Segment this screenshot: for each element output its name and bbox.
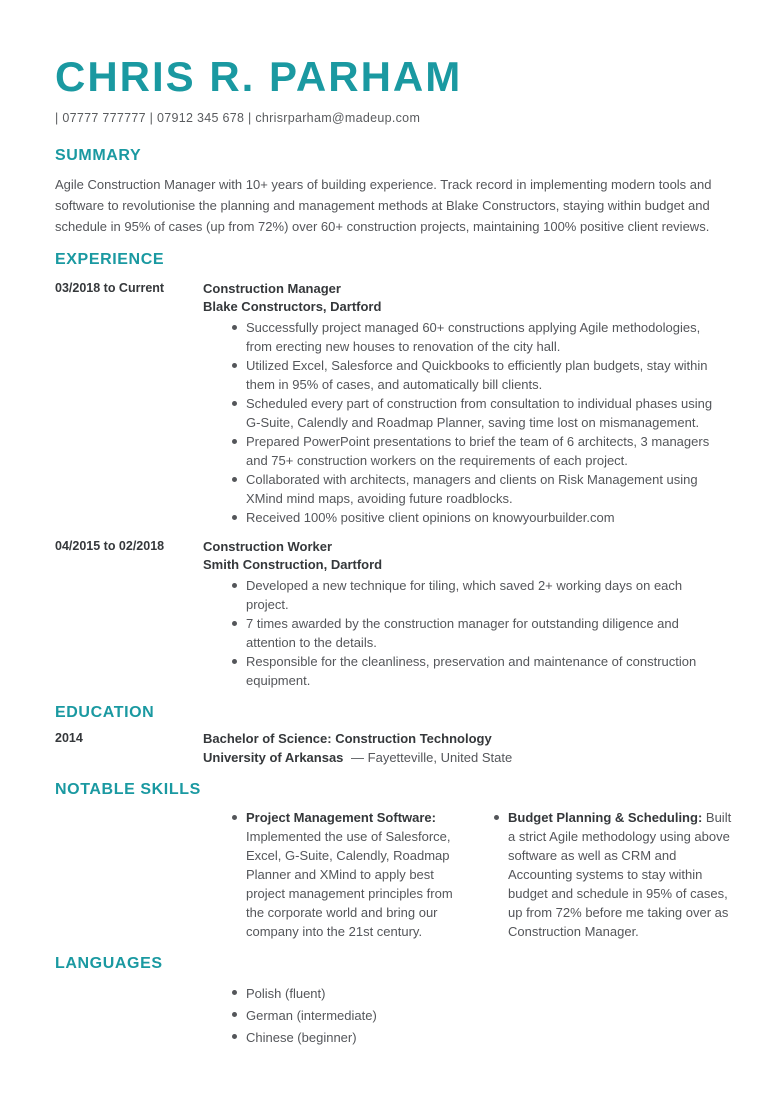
job-dates: 04/2015 to 02/2018 <box>55 539 165 553</box>
job-bullet: Prepared PowerPoint presentations to brief the team of 6 architects, 3 managers and 75+ construction workers on the requirements of each project. <box>231 432 725 470</box>
job-title: Construction Worker <box>203 539 333 554</box>
section-heading-languages: LANGUAGES <box>55 955 163 972</box>
experience-job-2 <box>55 538 725 690</box>
job-bullet: Scheduled every part of construction from consultation to individual phases using G-Suite, Calendly and Roadmap Planner, saving time lost on mismanagement. <box>231 394 725 432</box>
education-degree: Bachelor of Science: Construction Technology <box>203 731 492 746</box>
job-bullet: Successfully project managed 60+ constructions applying Agile methodologies, from erecting new houses to renovation of the city hall. <box>231 318 725 356</box>
person-name: CHRIS R. PARHAM <box>55 53 463 100</box>
language-list <box>203 983 725 1049</box>
job-bullet-list <box>203 318 725 527</box>
column-spacer <box>55 808 203 941</box>
education-school-line <box>203 748 725 767</box>
skill-column-2 <box>465 808 733 941</box>
job-bullet: 7 times awarded by the construction manager for outstanding diligence and attention to the details. <box>231 614 725 652</box>
job-bullet: Collaborated with architects, managers and clients on Risk Management using XMind mind maps, avoiding future roadblocks. <box>231 470 725 508</box>
education-entry <box>55 730 725 767</box>
languages-block <box>55 981 725 1049</box>
experience-job-1 <box>55 280 725 527</box>
language-item: German (intermediate) <box>231 1005 725 1027</box>
skill-label: Budget Planning & Scheduling: <box>508 810 703 825</box>
job-details <box>203 280 725 527</box>
job-company: Blake Constructors, Dartford <box>203 299 382 314</box>
skill-column-1 <box>203 808 453 941</box>
summary-text: Agile Construction Manager with 10+ years of building experience. Track record in implementing modern tools and software to revolutionise the planning and management methods at Blake Constructors, staying within budget and schedule in 95% of cases (up from 72%) over 60+ construction projects, maintaining 100% positive client reviews. <box>55 177 712 234</box>
skill-text: Implemented the use of Salesforce, Excel, G-Suite, Calendly, Roadmap Planner and XMind to apply best project management principles from the corporate world and bring our company into the 21st century. <box>246 829 453 939</box>
job-bullet: Utilized Excel, Salesforce and Quickbooks to efficiently plan budgets, stay within them in 95% of cases, and automatically bill clients. <box>231 356 725 394</box>
job-title: Construction Manager <box>203 281 341 296</box>
education-school: University of Arkansas <box>203 750 344 765</box>
language-item: Polish (fluent) <box>231 983 725 1005</box>
job-bullet: Responsible for the cleanliness, preservation and maintenance of construction equipment. <box>231 652 725 690</box>
section-heading-summary: SUMMARY <box>55 147 142 164</box>
skill-item <box>231 808 453 941</box>
skill-bullet-list <box>203 808 453 941</box>
job-details <box>203 538 725 690</box>
skill-item <box>493 808 733 941</box>
skill-label: Project Management Software: <box>246 810 436 825</box>
skill-bullet-list <box>465 808 733 941</box>
job-bullet-list <box>203 576 725 690</box>
job-company: Smith Construction, Dartford <box>203 557 383 572</box>
job-bullet: Received 100% positive client opinions on knowyourbuilder.com <box>231 508 725 527</box>
column-spacer <box>55 981 203 1049</box>
job-bullet: Developed a new technique for tiling, which saved 2+ working days on each project. <box>231 576 725 614</box>
skill-text: Built a strict Agile methodology using above software as well as CRM and Accounting systems to stay within budget and schedule in 95% of cases, up from 72% before me taking over as Construction Manager. <box>508 810 732 939</box>
education-details <box>203 730 725 767</box>
section-heading-experience: EXPERIENCE <box>55 251 165 268</box>
section-heading-skills: NOTABLE SKILLS <box>55 781 201 798</box>
education-location: — Fayetteville, United State <box>351 750 513 765</box>
education-year: 2014 <box>55 731 83 745</box>
job-dates: 03/2018 to Current <box>55 281 165 295</box>
contact-line: | 07777 777777 | 07912 345 678 | chrisrparham@madeup.com <box>55 111 421 125</box>
skills-columns <box>55 808 732 941</box>
section-heading-education: EDUCATION <box>55 704 155 721</box>
language-item: Chinese (beginner) <box>231 1027 725 1049</box>
